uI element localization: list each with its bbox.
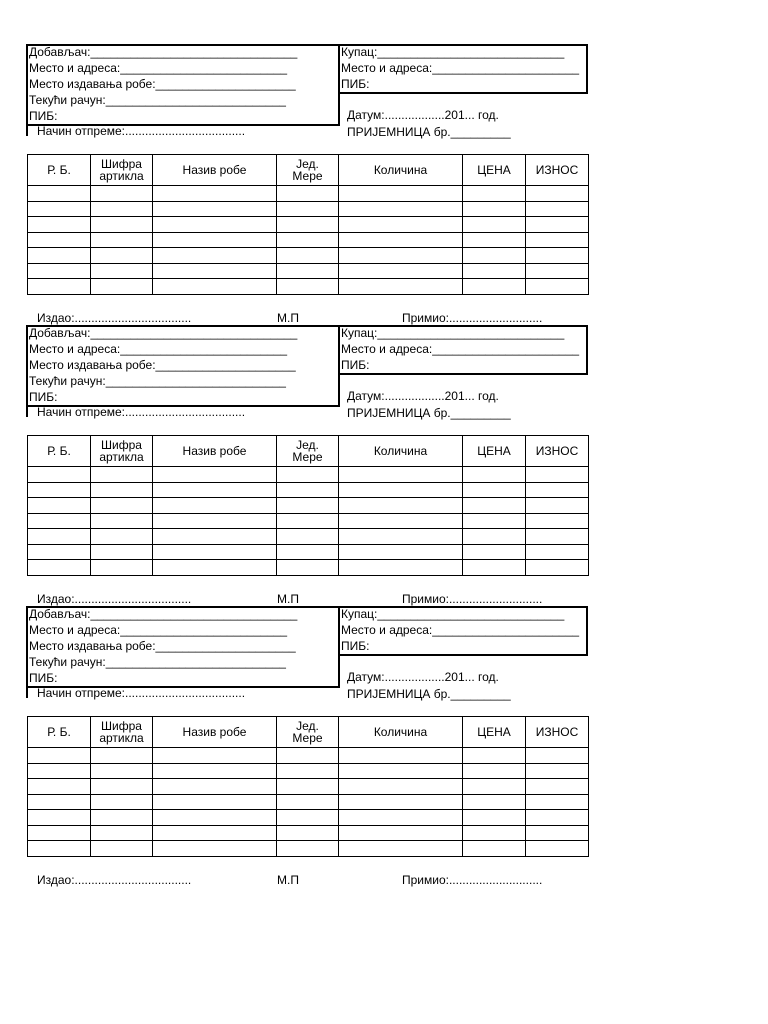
table-row — [28, 263, 589, 279]
column-header: Јед. Мере — [292, 719, 323, 745]
supplier-pib-field[interactable]: ПИБ: — [29, 109, 58, 123]
col-amount — [526, 717, 589, 748]
table-header-row — [28, 717, 589, 748]
table-cell[interactable] — [91, 201, 153, 217]
receipt-form-2 — [0, 325, 768, 615]
table-row — [28, 498, 589, 514]
table-cell[interactable] — [277, 763, 339, 779]
table-cell[interactable] — [463, 560, 526, 576]
table-cell[interactable] — [153, 763, 277, 779]
table-cell[interactable] — [277, 186, 339, 202]
table-cell[interactable] — [153, 248, 277, 264]
supplier-pib-field[interactable]: ПИБ: — [29, 390, 58, 404]
column-header: Шифра артикла — [99, 438, 144, 464]
col-unit — [277, 717, 339, 748]
column-header: ЦЕНА — [477, 444, 511, 458]
table-cell[interactable] — [91, 529, 153, 545]
table-cell[interactable] — [339, 841, 463, 857]
table-cell[interactable] — [91, 186, 153, 202]
col-price — [463, 155, 526, 186]
table-cell[interactable] — [28, 482, 91, 498]
table-cell[interactable] — [91, 810, 153, 826]
stamp-label: М.П — [277, 873, 299, 887]
table-cell[interactable] — [526, 498, 589, 514]
buyer-pib-field[interactable]: ПИБ: — [341, 358, 370, 372]
table-cell[interactable] — [463, 779, 526, 795]
table-cell[interactable] — [526, 232, 589, 248]
table-cell[interactable] — [277, 779, 339, 795]
table-row — [28, 279, 589, 295]
table-cell[interactable] — [463, 263, 526, 279]
table-row — [28, 513, 589, 529]
table-cell[interactable] — [91, 232, 153, 248]
table-cell[interactable] — [91, 217, 153, 233]
column-header: Јед. Мере — [292, 157, 323, 183]
column-header: Р. Б. — [47, 725, 71, 739]
table-cell[interactable] — [91, 763, 153, 779]
table-cell[interactable] — [463, 748, 526, 764]
received-by-field[interactable]: Примио:............................ — [402, 592, 543, 606]
column-header: Р. Б. — [47, 444, 71, 458]
stamp-label: М.П — [277, 311, 299, 325]
date-field[interactable]: Датум:..................201... год. — [347, 108, 499, 122]
table-cell[interactable] — [526, 482, 589, 498]
table-cell[interactable] — [153, 263, 277, 279]
table-cell[interactable] — [28, 201, 91, 217]
table-row — [28, 186, 589, 202]
table-cell[interactable] — [28, 467, 91, 483]
receipt-number-field[interactable]: ПРИЈЕМНИЦА бр._________ — [347, 687, 511, 701]
table-cell[interactable] — [463, 217, 526, 233]
col-amount — [526, 436, 589, 467]
table-cell[interactable] — [277, 810, 339, 826]
table-cell[interactable] — [339, 513, 463, 529]
table-row — [28, 201, 589, 217]
table-row — [28, 779, 589, 795]
table-cell[interactable] — [277, 279, 339, 295]
table-cell[interactable] — [463, 279, 526, 295]
table-cell[interactable] — [277, 201, 339, 217]
shipping-method-field[interactable]: Начин отпреме:.................................... — [37, 124, 246, 138]
receipt-form-1 — [0, 44, 768, 334]
table-cell[interactable] — [339, 794, 463, 810]
column-header: Назив робе — [182, 163, 247, 177]
table-cell[interactable] — [339, 560, 463, 576]
col-rb — [28, 155, 91, 186]
date-field[interactable]: Датум:..................201... год. — [347, 670, 499, 684]
column-header: ЦЕНА — [477, 725, 511, 739]
table-cell[interactable] — [28, 186, 91, 202]
table-cell[interactable] — [463, 482, 526, 498]
col-name — [153, 155, 277, 186]
table-row — [28, 560, 589, 576]
supplier-box-tail — [26, 405, 28, 417]
table-cell[interactable] — [277, 841, 339, 857]
table-cell[interactable] — [277, 467, 339, 483]
col-code — [91, 436, 153, 467]
stamp-label: М.П — [277, 592, 299, 606]
received-by-field[interactable]: Примио:............................ — [402, 873, 543, 887]
receipt-form-3 — [0, 606, 768, 896]
column-header: ЦЕНА — [477, 163, 511, 177]
table-cell[interactable] — [28, 232, 91, 248]
table-cell[interactable] — [526, 748, 589, 764]
table-cell[interactable] — [91, 279, 153, 295]
column-header: Количина — [373, 725, 428, 739]
table-cell[interactable] — [526, 763, 589, 779]
issue-place-field[interactable]: Место издавања робе:_____________________ — [29, 358, 296, 372]
table-cell[interactable] — [91, 825, 153, 841]
issue-place-field[interactable]: Место издавања робе:_____________________ — [29, 639, 296, 653]
table-cell[interactable] — [526, 248, 589, 264]
issued-by-field[interactable]: Издао:................................... — [37, 592, 192, 606]
table-cell[interactable] — [28, 263, 91, 279]
supplier-field[interactable]: Добављач:_______________________________ — [29, 607, 298, 621]
shipping-method-field[interactable]: Начин отпреме:.................................... — [37, 686, 246, 700]
table-cell[interactable] — [463, 186, 526, 202]
table-cell[interactable] — [91, 482, 153, 498]
table-cell[interactable] — [153, 748, 277, 764]
table-cell[interactable] — [28, 794, 91, 810]
table-cell[interactable] — [153, 841, 277, 857]
table-cell[interactable] — [339, 467, 463, 483]
supplier-field[interactable]: Добављач:_______________________________ — [29, 326, 298, 340]
buyer-pib-field[interactable]: ПИБ: — [341, 77, 370, 91]
table-row — [28, 794, 589, 810]
buyer-field[interactable]: Купац:____________________________ — [341, 607, 565, 621]
table-cell[interactable] — [91, 498, 153, 514]
table-cell[interactable] — [339, 544, 463, 560]
table-cell[interactable] — [277, 263, 339, 279]
table-header-row — [28, 155, 589, 186]
table-cell[interactable] — [28, 498, 91, 514]
column-header: Шифра артикла — [99, 157, 144, 183]
buyer-field[interactable]: Купац:____________________________ — [341, 45, 565, 59]
table-cell[interactable] — [28, 748, 91, 764]
col-unit — [277, 155, 339, 186]
account-field[interactable]: Текући рачун:___________________________ — [29, 655, 286, 669]
table-cell[interactable] — [277, 498, 339, 514]
supplier-field[interactable]: Добављач:_______________________________ — [29, 45, 298, 59]
table-row — [28, 482, 589, 498]
table-cell[interactable] — [153, 498, 277, 514]
table-cell[interactable] — [526, 201, 589, 217]
table-row — [28, 217, 589, 233]
items-table — [27, 435, 589, 576]
table-cell[interactable] — [277, 232, 339, 248]
table-cell[interactable] — [28, 763, 91, 779]
account-field[interactable]: Текући рачун:___________________________ — [29, 374, 286, 388]
table-cell[interactable] — [339, 248, 463, 264]
table-cell[interactable] — [526, 825, 589, 841]
table-cell[interactable] — [91, 467, 153, 483]
table-cell[interactable] — [463, 232, 526, 248]
issued-by-field[interactable]: Издао:................................... — [37, 311, 192, 325]
table-row — [28, 841, 589, 857]
table-cell[interactable] — [153, 779, 277, 795]
supplier-address-field[interactable]: Место и адреса:_________________________ — [29, 61, 288, 75]
column-header: Јед. Мере — [292, 438, 323, 464]
table-cell[interactable] — [91, 544, 153, 560]
table-cell[interactable] — [28, 529, 91, 545]
table-cell[interactable] — [339, 279, 463, 295]
table-cell[interactable] — [526, 544, 589, 560]
table-cell[interactable] — [339, 498, 463, 514]
col-unit — [277, 436, 339, 467]
col-price — [463, 717, 526, 748]
table-cell[interactable] — [28, 825, 91, 841]
table-cell[interactable] — [28, 279, 91, 295]
table-cell[interactable] — [277, 748, 339, 764]
table-cell[interactable] — [277, 560, 339, 576]
col-name — [153, 436, 277, 467]
table-cell[interactable] — [91, 263, 153, 279]
table-cell[interactable] — [339, 810, 463, 826]
table-cell[interactable] — [28, 779, 91, 795]
col-quantity — [339, 155, 463, 186]
table-cell[interactable] — [153, 467, 277, 483]
col-code — [91, 717, 153, 748]
table-cell[interactable] — [463, 810, 526, 826]
buyer-pib-field[interactable]: ПИБ: — [341, 639, 370, 653]
column-header: Количина — [373, 444, 428, 458]
table-cell[interactable] — [463, 763, 526, 779]
col-code — [91, 155, 153, 186]
table-row — [28, 467, 589, 483]
table-cell[interactable] — [28, 248, 91, 264]
col-rb — [28, 717, 91, 748]
table-row — [28, 810, 589, 826]
table-cell[interactable] — [153, 513, 277, 529]
table-cell[interactable] — [277, 217, 339, 233]
buyer-address-field[interactable]: Место и адреса:______________________ — [341, 623, 580, 637]
table-header-row — [28, 436, 589, 467]
table-cell[interactable] — [28, 217, 91, 233]
table-cell[interactable] — [339, 748, 463, 764]
table-cell[interactable] — [526, 186, 589, 202]
table-row — [28, 763, 589, 779]
account-field[interactable]: Текући рачун:___________________________ — [29, 93, 286, 107]
table-cell[interactable] — [526, 560, 589, 576]
table-row — [28, 529, 589, 545]
table-row — [28, 825, 589, 841]
items-table — [27, 154, 589, 295]
table-cell[interactable] — [463, 841, 526, 857]
table-cell[interactable] — [339, 263, 463, 279]
column-header: Количина — [373, 163, 428, 177]
table-cell[interactable] — [463, 248, 526, 264]
table-cell[interactable] — [153, 279, 277, 295]
table-cell[interactable] — [28, 544, 91, 560]
buyer-address-field[interactable]: Место и адреса:______________________ — [341, 61, 580, 75]
table-cell[interactable] — [91, 841, 153, 857]
table-cell[interactable] — [526, 779, 589, 795]
table-cell[interactable] — [277, 248, 339, 264]
supplier-box-tail — [26, 124, 28, 136]
supplier-box-tail — [26, 686, 28, 698]
table-cell[interactable] — [277, 794, 339, 810]
table-cell[interactable] — [463, 513, 526, 529]
table-cell[interactable] — [463, 544, 526, 560]
column-header: ИЗНОС — [535, 725, 579, 739]
col-price — [463, 436, 526, 467]
table-cell[interactable] — [28, 841, 91, 857]
supplier-address-field[interactable]: Место и адреса:_________________________ — [29, 623, 288, 637]
supplier-pib-field[interactable]: ПИБ: — [29, 671, 58, 685]
table-cell[interactable] — [153, 186, 277, 202]
table-cell[interactable] — [277, 513, 339, 529]
table-cell[interactable] — [339, 201, 463, 217]
col-rb — [28, 436, 91, 467]
items-table — [27, 716, 589, 857]
column-header: Р. Б. — [47, 163, 71, 177]
table-cell[interactable] — [339, 825, 463, 841]
table-cell[interactable] — [91, 794, 153, 810]
column-header: Шифра артикла — [99, 719, 144, 745]
table-cell[interactable] — [153, 232, 277, 248]
col-quantity — [339, 436, 463, 467]
table-cell[interactable] — [28, 560, 91, 576]
table-cell[interactable] — [153, 794, 277, 810]
issue-place-field[interactable]: Место издавања робе:_____________________ — [29, 77, 296, 91]
table-cell[interactable] — [28, 513, 91, 529]
table-row — [28, 248, 589, 264]
table-cell[interactable] — [153, 482, 277, 498]
table-cell[interactable] — [91, 513, 153, 529]
receipt-number-field[interactable]: ПРИЈЕМНИЦА бр._________ — [347, 406, 511, 420]
supplier-address-field[interactable]: Место и адреса:_________________________ — [29, 342, 288, 356]
issued-by-field[interactable]: Издао:................................... — [37, 873, 192, 887]
table-cell[interactable] — [153, 201, 277, 217]
column-header: Назив робе — [182, 444, 247, 458]
table-cell[interactable] — [277, 482, 339, 498]
table-cell[interactable] — [153, 825, 277, 841]
table-cell[interactable] — [91, 779, 153, 795]
column-header: ИЗНОС — [535, 163, 579, 177]
table-cell[interactable] — [526, 529, 589, 545]
table-cell[interactable] — [339, 763, 463, 779]
table-cell[interactable] — [91, 560, 153, 576]
table-cell[interactable] — [339, 232, 463, 248]
col-amount — [526, 155, 589, 186]
table-row — [28, 232, 589, 248]
col-name — [153, 717, 277, 748]
table-cell[interactable] — [277, 825, 339, 841]
table-cell[interactable] — [153, 529, 277, 545]
table-cell[interactable] — [463, 498, 526, 514]
date-field[interactable]: Датум:..................201... год. — [347, 389, 499, 403]
table-row — [28, 544, 589, 560]
col-quantity — [339, 717, 463, 748]
table-cell[interactable] — [277, 544, 339, 560]
table-cell[interactable] — [463, 825, 526, 841]
table-cell[interactable] — [153, 810, 277, 826]
buyer-field[interactable]: Купац:____________________________ — [341, 326, 565, 340]
table-cell[interactable] — [526, 467, 589, 483]
table-cell[interactable] — [463, 201, 526, 217]
table-cell[interactable] — [526, 217, 589, 233]
table-cell[interactable] — [463, 467, 526, 483]
table-cell[interactable] — [28, 810, 91, 826]
table-row — [28, 748, 589, 764]
received-by-field[interactable]: Примио:............................ — [402, 311, 543, 325]
table-cell[interactable] — [526, 513, 589, 529]
table-cell[interactable] — [339, 217, 463, 233]
table-cell[interactable] — [91, 248, 153, 264]
shipping-method-field[interactable]: Начин отпреме:.................................... — [37, 405, 246, 419]
receipt-number-field[interactable]: ПРИЈЕМНИЦА бр._________ — [347, 125, 511, 139]
table-cell[interactable] — [339, 529, 463, 545]
table-cell[interactable] — [526, 794, 589, 810]
column-header: ИЗНОС — [535, 444, 579, 458]
table-cell[interactable] — [526, 279, 589, 295]
table-cell[interactable] — [463, 794, 526, 810]
table-cell[interactable] — [91, 748, 153, 764]
column-header: Назив робе — [182, 725, 247, 739]
buyer-address-field[interactable]: Место и адреса:______________________ — [341, 342, 580, 356]
table-cell[interactable] — [277, 529, 339, 545]
table-cell[interactable] — [153, 560, 277, 576]
table-cell[interactable] — [153, 544, 277, 560]
table-cell[interactable] — [526, 841, 589, 857]
table-cell[interactable] — [526, 263, 589, 279]
table-cell[interactable] — [526, 810, 589, 826]
table-cell[interactable] — [463, 529, 526, 545]
table-cell[interactable] — [339, 482, 463, 498]
table-cell[interactable] — [339, 186, 463, 202]
table-cell[interactable] — [153, 217, 277, 233]
table-cell[interactable] — [339, 779, 463, 795]
